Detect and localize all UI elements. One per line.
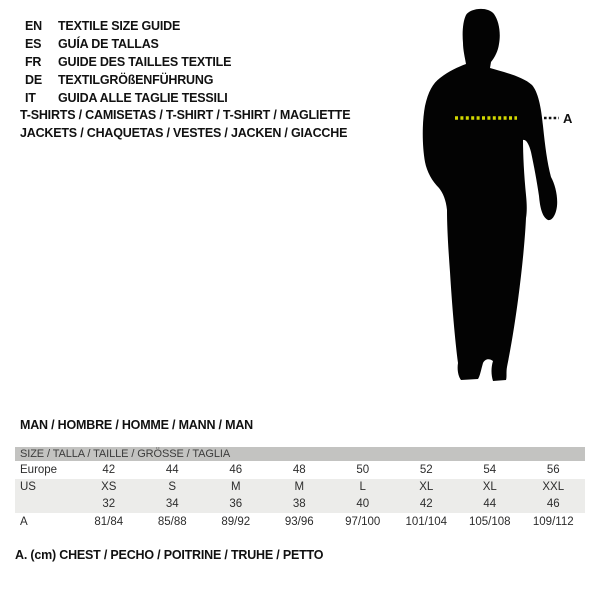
size-cell: XS [101,481,117,493]
size-cell: 54 [483,464,497,476]
marker-label-a: A [563,111,573,126]
size-cell: 44 [483,498,497,510]
size-table-header: SIZE / TALLA / TAILLE / GRÖSSE / TAGLIA [15,447,585,461]
language-code: FR [25,55,42,69]
man-silhouette-svg [395,0,580,400]
language-label: GUIDE DES TAILLES TEXTILE [58,55,232,69]
size-cell: 46 [546,498,560,510]
size-cell: 46 [229,464,243,476]
size-cell: S [168,481,177,493]
category-line-jackets: JACKETS / CHAQUETAS / VESTES / JACKEN / GIACCHE [20,126,348,140]
language-label: TEXTILGRÖßENFÜHRUNG [58,73,214,87]
size-cell: XXL [542,481,565,493]
man-silhouette-figure [395,0,580,400]
size-cell: 109/112 [532,516,574,528]
size-cell: 105/108 [468,516,511,528]
table-row-europe [15,462,585,479]
size-cell: M [230,481,241,493]
language-code: IT [25,91,36,105]
language-code: DE [25,73,42,87]
size-cell: 89/92 [221,516,251,528]
chest-measure-footnote: A. (cm) CHEST / PECHO / POITRINE / TRUHE / PETTO [15,548,324,562]
table-row-chest-cm [15,513,585,532]
size-cell: 97/100 [345,516,381,528]
size-cell: 34 [165,498,179,510]
size-table [15,447,585,532]
language-label: GUÍA DE TALLAS [58,37,159,51]
language-code: ES [25,37,42,51]
category-list [20,106,350,142]
size-cell: M [294,481,305,493]
section-title-man: MAN / HOMBRE / HOMME / MANN / MAN [20,418,253,432]
size-cell: 101/104 [405,516,448,528]
language-row [25,71,231,89]
size-cell: 81/84 [94,516,124,528]
size-cell: 36 [229,498,243,510]
category-line-tshirts: T-SHIRTS / CAMISETAS / T-SHIRT / T-SHIRT / MAGLIETTE [20,108,351,122]
language-row [25,35,231,53]
language-list [25,17,231,107]
size-cell: 93/96 [284,516,314,528]
row-label: Europe [20,464,58,476]
table-row-us-numeric [15,496,585,513]
row-label: US [20,481,36,493]
size-cell: XL [482,481,497,493]
size-cell: 42 [102,464,116,476]
language-code: EN [25,19,42,33]
size-cell: 42 [419,498,433,510]
size-cell: 52 [419,464,433,476]
language-label: GUIDA ALLE TAGLIE TESSILI [58,91,228,105]
size-cell: 32 [102,498,116,510]
language-row [25,17,231,35]
size-cell: 44 [165,464,179,476]
man-silhouette-shape [423,9,557,381]
size-cell: L [359,481,366,493]
table-row-us [15,479,585,496]
size-cell: 85/88 [157,516,187,528]
language-row [25,89,231,107]
size-cell: XL [419,481,434,493]
size-cell: 40 [356,498,370,510]
size-cell: 56 [546,464,560,476]
language-label: TEXTILE SIZE GUIDE [58,19,181,33]
size-cell: 50 [356,464,370,476]
row-label: A [20,516,28,528]
language-row [25,53,231,71]
size-cell: 38 [292,498,306,510]
size-cell: 48 [292,464,306,476]
